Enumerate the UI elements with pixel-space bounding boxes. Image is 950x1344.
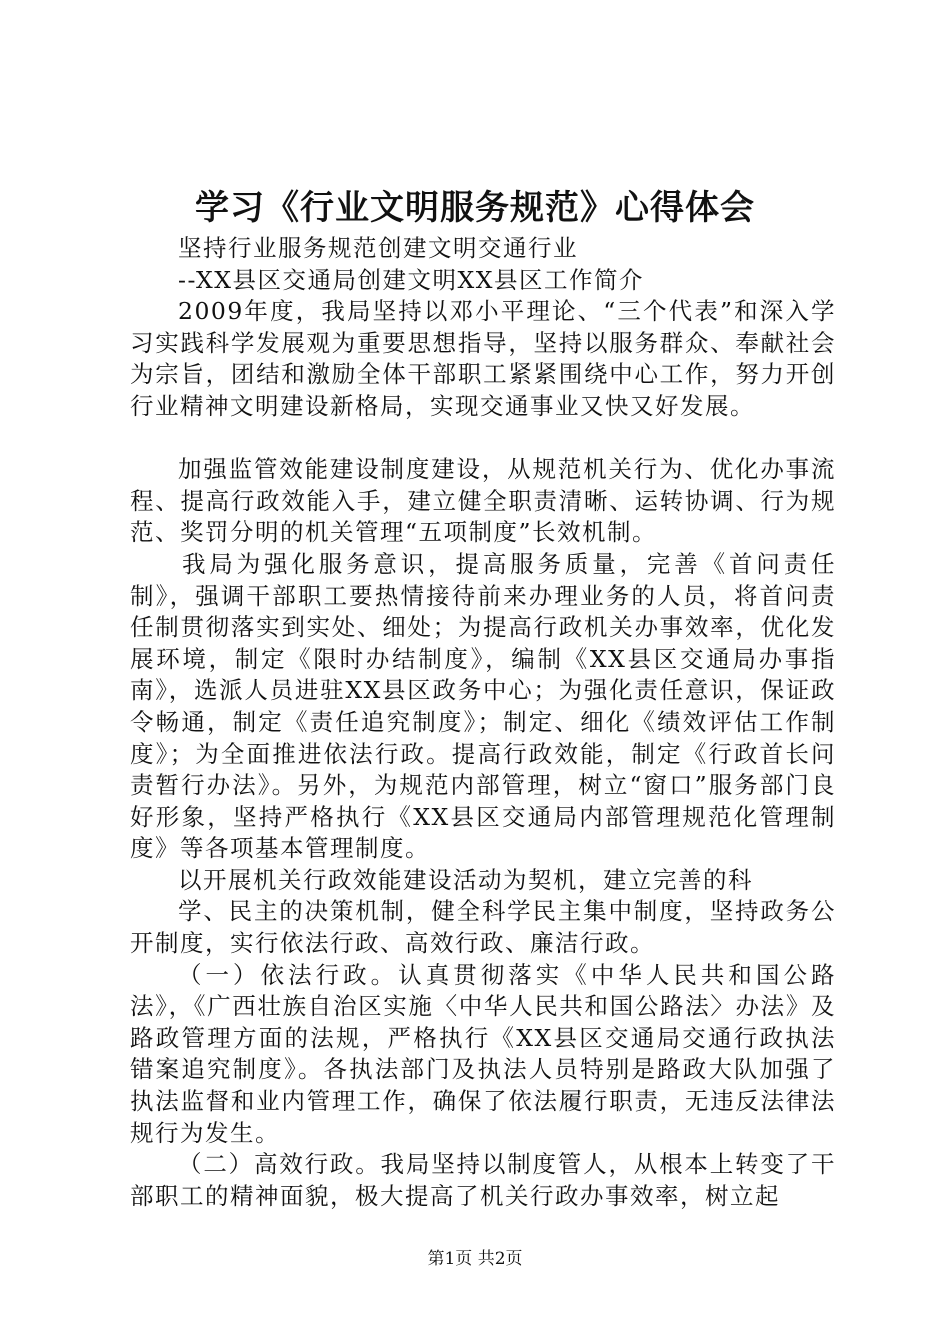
document-body bbox=[130, 233, 836, 1212]
paragraph-gap bbox=[130, 423, 836, 455]
page-footer: 第1页 共2页 bbox=[427, 1249, 523, 1269]
body-paragraph: 2009年度，我局坚持以邓小平理论、“三个代表”和深入学习实践科学发展观为重要思想指导，坚持以服务群众、奉献社会为宗旨，团结和激励全体干部职工紧紧围绕中心工作，努力开创行业精神文明建设新格局，实现交通事业又快又好发展。 bbox=[130, 297, 836, 420]
body-paragraph: （一）依法行政。认真贯彻落实《中华人民共和国公路法》，《广西壮族自治区实施〈中华人民共和国公路法〉办法》及路政管理方面的法规，严格执行《XX县区交通局交通行政执法错案追究制度》。各执法部门及执法人员特别是路政大队加强了执法监督和业内管理工作，确保了依法履行职责，无违反法律法规行为发生。 bbox=[130, 960, 836, 1147]
body-paragraph: 学、民主的决策机制，健全科学民主集中制度，坚持政务公开制度，实行依法行政、高效行政、廉洁行政。 bbox=[130, 897, 836, 958]
body-paragraph: 以开展机关行政效能建设活动为契机，建立完善的科 bbox=[178, 865, 753, 894]
body-paragraph: （二）高效行政。我局坚持以制度管人，从根本上转变了干部职工的精神面貌，极大提高了机关行政办事效率，树立起 bbox=[130, 1150, 836, 1210]
body-paragraph: 加强监管效能建设制度建设，从规范机关行为、优化办事流程、提高行政效能入手，建立健全职责清晰、运转协调、行为规范、奖罚分明的机关管理“五项制度”长效机制。 bbox=[130, 455, 836, 547]
body-paragraph: 我局为强化服务意识，提高服务质量，完善《首问责任制》，强调干部职工要热情接待前来办理业务的人员，将首问责任制贯彻落实到实处、细处；为提高行政机关办事效率，优化发展环境，制定《限时办结制度》，编制《XX县区交通局办事指南》，选派人员进驻XX县区政务中心；为强化责任意识，保证政令畅通，制定《责任追究制度》；制定、细化《绩效评估工作制度》；为全面推进依法行政。提高行政效能，制定《行政首长问责暂行办法》。另外，为规范内部管理，树立“窗口”服务部门良好形象，坚持严格执行《XX县区交通局内部管理规范化管理制度》等各项基本管理制度。 bbox=[130, 549, 836, 863]
subtitle-line: 坚持行业服务规范创建文明交通行业 bbox=[178, 234, 578, 262]
document-title: 学习《行业文明服务规范》心得体会 bbox=[195, 188, 755, 228]
subtitle-line: --XX县区交通局创建文明XX县区工作简介 bbox=[178, 265, 644, 294]
